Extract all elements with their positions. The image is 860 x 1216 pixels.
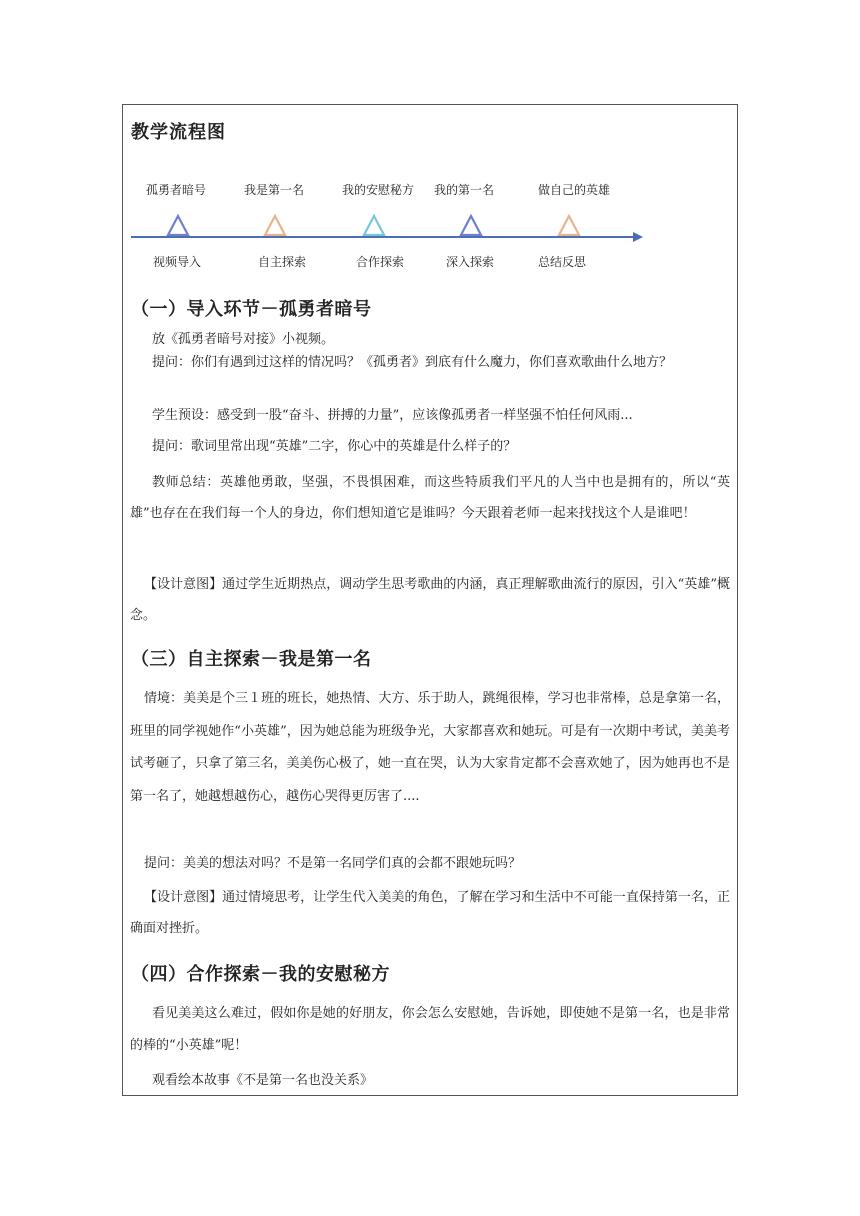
section-1-paragraph: 学生预设：感受到一股“奋斗、拼搏的力量”，应该像孤勇者一样坚强不怕任何风雨...: [152, 408, 633, 423]
design-intent-3: 【设计意图】通过情境思考，让学生代入美美的角色，了解在学习和生活中不可能一直保持第一名，正确面对挫折。: [130, 890, 730, 936]
section-3-title: （三）自主探索－我是第一名: [131, 649, 372, 670]
doc-title: 教学流程图: [131, 122, 226, 143]
flow-bottom-label-2: 自主探索: [258, 255, 307, 269]
section-1-paragraph: 教师总结：英雄他勇敢，坚强，不畏惧困难，而这些特质我们平凡的人当中也是拥有的，所以“英雄”也存在在我们每一个人的身边，你们想知道它是谁吗？今天跟着老师一起来找找这个人是谁吧！: [130, 475, 730, 521]
section-1-paragraph: 提问：歌词里常出现“英雄”二字，你心中的英雄是什么样子的？: [152, 439, 517, 454]
flow-top-label-2: 我是第一名: [244, 183, 305, 197]
section-1-title: （一）导入环节－孤勇者暗号: [131, 299, 372, 320]
flow-triangle-4: [459, 214, 483, 236]
section-3-paragraph: 情境：美美是个三１班的班长，她热情、大方、乐于助人，跳绳很棒，学习也非常棒，总是拿第一名，班里的同学视她作“小英雄”，因为她总能为班级争光，大家都喜欢和她玩。可是有一次期中考试，美美考试考砸了，只拿了第三名，美美伤心极了，她一直在哭，认为大家肯定都不会喜欢她了，因为她再也不是第一名了，她越想越伤心，越伤心哭得更厉害了....: [130, 691, 730, 804]
flow-top-label-3: 我的安慰秘方: [342, 183, 415, 197]
flow-triangle-1: [166, 214, 190, 236]
section-4-title: （四）合作探索－我的安慰秘方: [131, 964, 390, 985]
flow-bottom-label-3: 合作探索: [356, 255, 405, 269]
flow-bottom-label-1: 视频导入: [153, 255, 202, 269]
flow-bottom-label-4: 深入探索: [446, 255, 495, 269]
flow-triangle-5: [557, 214, 581, 236]
design-intent-1: 【设计意图】通过学生近期热点，调动学生思考歌曲的内涵，真正理解歌曲流行的原因，引入“英雄”概念。: [130, 577, 730, 623]
flow-arrowhead: [633, 232, 643, 242]
flow-bottom-label-5: 总结反思: [538, 255, 587, 269]
flow-top-label-4: 我的第一名: [434, 183, 495, 197]
section-3-paragraph: 提问：美美的想法对吗？不是第一名同学们真的会都不跟她玩吗？: [144, 856, 522, 871]
flow-timeline: [131, 236, 635, 238]
section-4-paragraph: 观看绘本故事《不是第一名也没关系》: [152, 1073, 374, 1088]
section-1-paragraph: 放《孤勇者暗号对接》小视频。: [152, 332, 335, 347]
flow-top-label-1: 孤勇者暗号: [146, 183, 207, 197]
section-4-paragraph: 看见美美这么难过，假如你是她的好朋友，你会怎么安慰她，告诉她，即使她不是第一名，也是非常的棒的“小英雄”呢！: [130, 1006, 730, 1053]
flow-triangle-2: [263, 214, 287, 236]
flow-top-label-5: 做自己的英雄: [538, 183, 611, 197]
section-1-paragraph: 提问：你们有遇到过这样的情况吗？《孤勇者》到底有什么魔力，你们喜欢歌曲什么地方？: [152, 355, 673, 370]
flow-triangle-3: [362, 214, 386, 236]
